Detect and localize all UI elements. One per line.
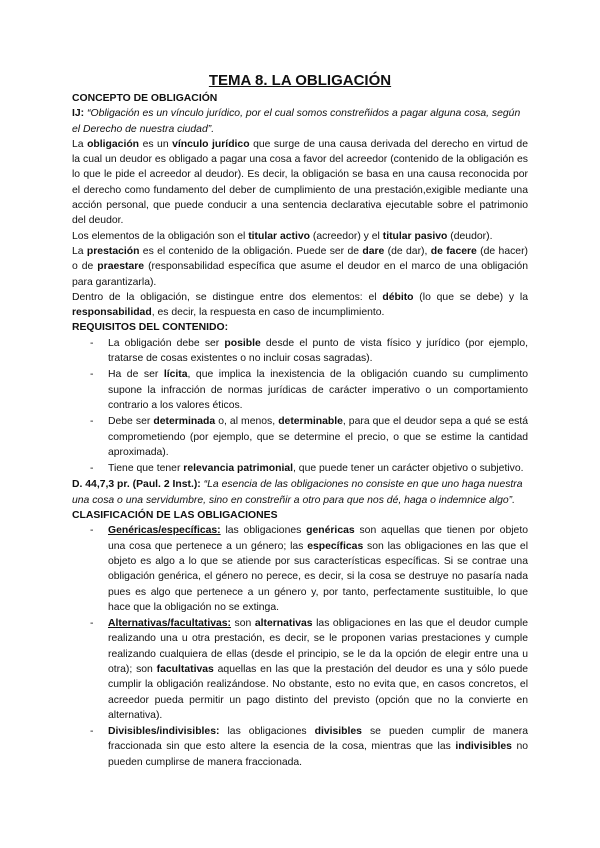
bold-term: facultativas [156, 663, 214, 675]
requisitos-list [72, 336, 528, 477]
bold-term: dare [362, 245, 385, 257]
text: las obligaciones [220, 525, 307, 537]
text: , es decir, la respuesta en caso de incumplimiento. [151, 307, 385, 319]
text: Debe ser [108, 416, 154, 428]
text: son aquellas que tienen por objeto una cosa que pertenece a un género; las [108, 525, 528, 552]
text: son [231, 618, 255, 630]
bold-term: prestación [86, 245, 140, 257]
paragraph-prestacion [72, 244, 528, 290]
clasificacion-list [72, 523, 528, 770]
list-item [72, 616, 528, 723]
ij-quote-text: “Obligación es un vínculo jurídico, por el cual somos constreñidos a pagar alguna cosa, según el Derecho de nuestra ciudad”. [72, 108, 521, 135]
text: Tiene que tener [108, 463, 184, 475]
text: que surge de una causa derivada del derecho en virtud de la cual un deudor es obligado a pagar una cosa a favor del acreedor (contenido de la obligación es lo que le pide el acreedor al deudor). Es decir, la obligación se basa en una causa reconocida por el derecho como fundamento del deber de cumplimiento de una prestación,exigible mediante una acción personal, que puede conducir a una sentencia declarativa ejecutable sobre el patrimonio del deudor. [72, 138, 528, 227]
text: , que implica la inexistencia de la obligación cuando su cumplimento supone la infracción de normas jurídicas de carácter imperativo o un comportamiento contrario a los valores éticos. [108, 369, 528, 411]
text: La obligación debe ser [108, 337, 225, 349]
bold-term: genéricas [306, 525, 355, 537]
bold-term: responsabilidad [72, 307, 152, 319]
bold-term: obligación [87, 138, 140, 150]
text: (deudor). [447, 230, 493, 242]
section-heading-requisitos: REQUISITOS DEL CONTENIDO: [72, 322, 229, 334]
item-lead: Divisibles/indivisibles: [108, 726, 220, 738]
text: (de dar), [384, 245, 431, 257]
text: , para que el deudor sepa a qué se está comprometiendo (por ejemplo, que se determine el precio, o que se estime la cantidad aproximada). [108, 416, 528, 458]
list-item [72, 336, 528, 367]
page-title: TEMA 8. LA OBLIGACIÓN [208, 72, 392, 89]
bold-term: relevancia patrimonial [183, 463, 294, 475]
dash-bullet: - [90, 337, 94, 349]
text: (acreedor) y el [309, 230, 383, 242]
text: son las obligaciones en las que el objeto es algo a lo que se atiende por sus características específicas. Si se contrae una obligación genérica, el género no perece, es decir, si la cosa se destruye no pasaría nada pues es algo que pertenece a un género y, por tanto, perfectamente sustituible, lo que hace que la obligación no se extinga. [108, 540, 528, 613]
bold-term: de facere [430, 245, 477, 257]
bold-term: lícita [163, 369, 188, 381]
text: es el contenido de la obligación. Puede ser de [139, 245, 363, 257]
digest-label: D. 44,7,3 pr. (Paul. 2 Inst.): [72, 479, 201, 491]
bold-term: específicas [307, 540, 364, 552]
bold-term: vínculo jurídico [172, 138, 250, 150]
paragraph-elements [72, 229, 528, 244]
bold-term: praestare [97, 261, 145, 273]
bold-term: titular pasivo [382, 230, 448, 242]
bold-term: indivisibles [455, 741, 512, 753]
bold-term: posible [224, 337, 261, 349]
list-item [72, 414, 528, 460]
text: (de hacer) o de [72, 245, 528, 273]
text: (lo que se debe) y la [413, 291, 528, 303]
text: las obligaciones [219, 726, 315, 738]
bold-term: determinable [278, 416, 343, 428]
list-item [72, 461, 528, 476]
text: Los elementos de la obligación son el [72, 230, 249, 242]
list-item [72, 367, 528, 413]
bold-term: determinada [153, 416, 216, 428]
text: las obligaciones en las que el deudor cumple realizando una u otra prestación, es decir, se le proponen varias prestaciones y cumple realizando cualquiera de ellas (desde el principio, se le da la opción de elegir entre una u otra); son [108, 618, 528, 675]
list-item [72, 724, 528, 770]
text: aquellas en las que la prestación del deudor es una y sólo puede cumplir la obligación realizándose. No obstante, esto no evita que, en casos concretos, el acreedor pueda permitir un pago distinto del previsto (opción que no la convierte en alternativa). [108, 663, 529, 721]
bold-term: titular activo [248, 230, 310, 242]
text: se pueden cumplir de manera fraccionada sin que esto altere la esencia de la cosa, mientras que las [108, 726, 529, 753]
dash-bullet: - [90, 525, 94, 537]
text: no pueden cumplirse de manera fraccionada. [108, 741, 528, 768]
dash-bullet: - [90, 618, 94, 630]
bold-term: débito [382, 291, 414, 303]
list-item [72, 523, 528, 615]
ij-quote [72, 106, 528, 137]
bold-term: divisibles [314, 726, 362, 738]
text: desde el punto de vista físico y jurídico (por ejemplo, tratarse de cosas existentes o no incluir cosas sagradas). [108, 337, 528, 365]
section-heading-clasificacion: CLASIFICACIÓN DE LAS OBLIGACIONES [72, 510, 278, 522]
item-lead: Genéricas/específicas: [108, 525, 221, 537]
dash-bullet: - [90, 416, 94, 428]
digest-quote-text: “La esencia de las obligaciones no consiste en que uno haga nuestra una cosa o una servidumbre, sino en constreñir a otro para que nos dé, haga o indemnice algo”. [72, 479, 523, 506]
text: es un [139, 138, 173, 150]
section-heading-concepto: CONCEPTO DE OBLIGACIÓN [72, 93, 218, 104]
text: Ha de ser [108, 369, 164, 381]
text: , que puede tener un carácter objetivo o subjetivo. [293, 463, 524, 475]
text: La [72, 245, 87, 257]
ij-label: IJ: [72, 108, 85, 120]
paragraph-debito [72, 290, 528, 321]
document-page [72, 72, 528, 771]
item-lead: Alternativas/facultativas: [108, 618, 232, 630]
text: Dentro de la obligación, se distingue entre dos elementos: el [72, 291, 383, 303]
dash-bullet: - [90, 463, 94, 475]
dash-bullet: - [90, 369, 94, 381]
text: o, al menos, [215, 416, 279, 428]
text: (responsabilidad específica que asume el deudor en el marco de una obligación para garantizarla). [72, 261, 528, 288]
text: La [72, 138, 88, 150]
dash-bullet: - [90, 726, 94, 738]
bold-term: alternativas [254, 618, 313, 630]
digest-quote [72, 477, 528, 508]
paragraph-definition [72, 137, 528, 229]
